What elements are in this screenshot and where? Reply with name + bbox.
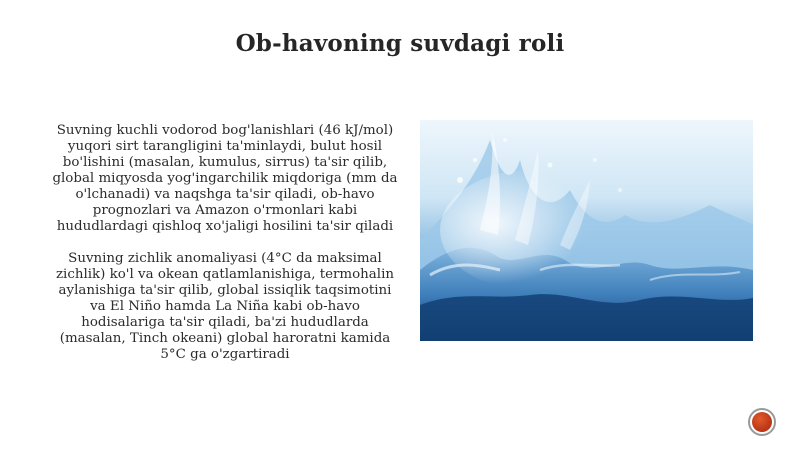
- circle-button-icon: [752, 412, 772, 432]
- slide-title: Ob-havoning suvdagi roli: [235, 30, 565, 57]
- water-splash-image: [420, 120, 753, 341]
- paragraph-1: Suvning kuchli vodorod bog'lanishlari (46 kJ/mol) yuqori sirt tarangligini ta'minlaydi, bulut hosil bo'lishini (masalan, kumulus, sirrus) ta'sir qilib, global miqyosda yog'ingarchilik miqdoriga (mm da o'lchanadi) va naqshga ta'sir qiladi, ob-havo prognozlari va Amazon o'rmonlari kabi hududlardagi qishloq xo'jaligi hosilini ta'sir qiladi: [52, 123, 398, 234]
- body-text: [50, 123, 400, 379]
- paragraph-2: Suvning zichlik anomaliyasi (4°C da maksimal zichlik) ko'l va okean qatlamlanishiga, termohalin aylanishiga ta'sir qilib, global issiqlik taqsimotini va El Niño hamda La Niña kabi ob-havo hodisalariga ta'sir qiladi, ba'zi hududlarda (masalan, Tinch okeani) global haroratni kamida 5°C ga o'zgartiradi: [56, 251, 394, 362]
- water-splash-icon: [420, 120, 753, 341]
- next-slide-button[interactable]: [748, 408, 776, 436]
